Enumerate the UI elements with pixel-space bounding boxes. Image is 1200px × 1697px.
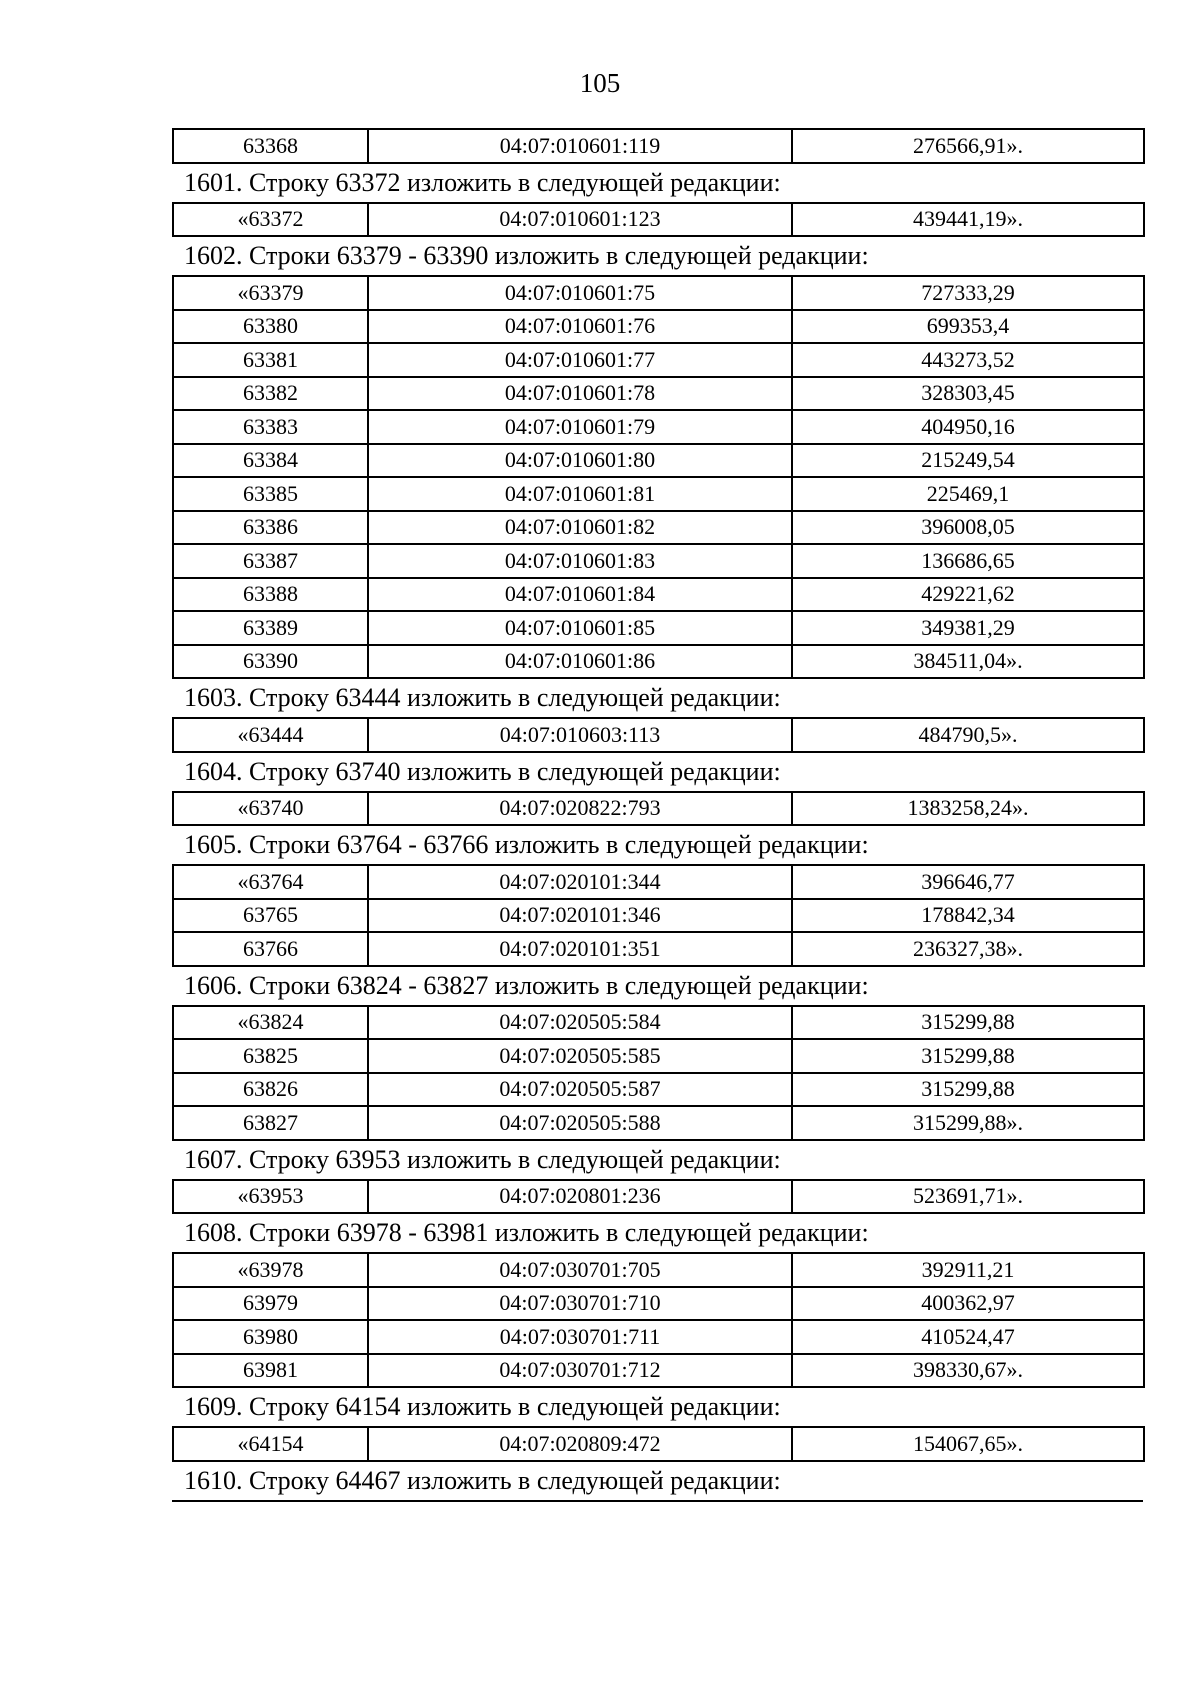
table-row <box>173 1287 1144 1321</box>
cadastral-value-cell: 315299,88». <box>792 1106 1144 1140</box>
amendment-table <box>172 202 1145 238</box>
cadastral-value-cell: 404950,16 <box>792 410 1144 444</box>
table-row <box>173 477 1144 511</box>
row-number-cell: «63740 <box>173 792 368 826</box>
table-row <box>173 410 1144 444</box>
amendment-heading: 1610. Строку 64467 изложить в следующей редакции: <box>172 1462 1143 1502</box>
row-number-cell: «64154 <box>173 1427 368 1461</box>
row-number-cell: 63979 <box>173 1287 368 1321</box>
cadastral-value-cell: 400362,97 <box>792 1287 1144 1321</box>
cadastral-number-cell: 04:07:010601:77 <box>368 343 792 377</box>
cadastral-number-cell: 04:07:020101:346 <box>368 899 792 933</box>
cadastral-value-cell: 178842,34 <box>792 899 1144 933</box>
amendment-heading: 1606. Строки 63824 - 63827 изложить в следующей редакции: <box>184 970 869 1000</box>
row-number-cell: 63826 <box>173 1073 368 1107</box>
cadastral-number-cell: 04:07:020505:587 <box>368 1073 792 1107</box>
amendment-heading: 1603. Строку 63444 изложить в следующей редакции: <box>184 683 781 712</box>
amendment-heading: 1608. Строки 63978 - 63981 изложить в следующей редакции: <box>184 1218 869 1247</box>
amendment-table <box>172 1179 1145 1215</box>
row-number-cell: 63381 <box>173 343 368 377</box>
row-number-cell: 63387 <box>173 544 368 578</box>
amendment-heading: 1604. Строку 63740 изложить в следующей редакции: <box>184 756 781 786</box>
cadastral-number-cell: 04:07:030701:710 <box>368 1287 792 1321</box>
cadastral-number-cell: 04:07:010601:81 <box>368 477 792 511</box>
document-body <box>172 128 1143 1502</box>
table-row <box>173 203 1144 237</box>
table-row <box>173 544 1144 578</box>
row-number-cell: 63980 <box>173 1320 368 1354</box>
row-number-cell: 63765 <box>173 899 368 933</box>
row-number-cell: «63978 <box>173 1253 368 1287</box>
cadastral-value-cell: 396646,77 <box>792 865 1144 899</box>
cadastral-value-cell: 315299,88 <box>792 1006 1144 1040</box>
amendment-table <box>172 791 1145 827</box>
row-number-cell: «63824 <box>173 1006 368 1040</box>
cadastral-value-cell: 154067,65». <box>792 1427 1144 1461</box>
cadastral-number-cell: 04:07:010603:113 <box>368 718 792 752</box>
table-row <box>173 377 1144 411</box>
cadastral-value-cell: 523691,71». <box>792 1180 1144 1214</box>
row-number-cell: 63383 <box>173 410 368 444</box>
cadastral-value-cell: 315299,88 <box>792 1039 1144 1073</box>
cadastral-number-cell: 04:07:010601:123 <box>368 203 792 237</box>
row-number-cell: 63390 <box>173 645 368 679</box>
cadastral-number-cell: 04:07:020822:793 <box>368 792 792 826</box>
cadastral-number-cell: 04:07:010601:78 <box>368 377 792 411</box>
cadastral-number-cell: 04:07:020101:351 <box>368 932 792 966</box>
table-row <box>173 129 1144 163</box>
cadastral-value-cell: 236327,38». <box>792 932 1144 966</box>
cadastral-value-cell: 439441,19». <box>792 203 1144 237</box>
row-number-cell: 63981 <box>173 1354 368 1388</box>
row-number-cell: «63444 <box>173 718 368 752</box>
row-number-cell: «63764 <box>173 865 368 899</box>
cadastral-value-cell: 384511,04». <box>792 645 1144 679</box>
cadastral-number-cell: 04:07:010601:86 <box>368 645 792 679</box>
cadastral-number-cell: 04:07:010601:80 <box>368 444 792 478</box>
amendment-table <box>172 275 1145 679</box>
table-row <box>173 578 1144 612</box>
cadastral-number-cell: 04:07:020505:588 <box>368 1106 792 1140</box>
amendment-heading: 1602. Строки 63379 - 63390 изложить в следующей редакции: <box>184 241 869 270</box>
cadastral-value-cell: 443273,52 <box>792 343 1144 377</box>
table-row <box>173 1039 1144 1073</box>
row-number-cell: 63380 <box>173 310 368 344</box>
row-number-cell: «63953 <box>173 1180 368 1214</box>
table-row <box>173 932 1144 966</box>
cadastral-value-cell: 484790,5». <box>792 718 1144 752</box>
cadastral-number-cell: 04:07:030701:711 <box>368 1320 792 1354</box>
cadastral-value-cell: 215249,54 <box>792 444 1144 478</box>
cadastral-value-cell: 392911,21 <box>792 1253 1144 1287</box>
cadastral-number-cell: 04:07:010601:75 <box>368 276 792 310</box>
row-number-cell: 63385 <box>173 477 368 511</box>
table-row <box>173 899 1144 933</box>
cadastral-number-cell: 04:07:010601:119 <box>368 129 792 163</box>
amendment-table <box>172 1005 1145 1141</box>
table-row <box>173 718 1144 752</box>
cadastral-value-cell: 429221,62 <box>792 578 1144 612</box>
cadastral-value-cell: 396008,05 <box>792 511 1144 545</box>
table-row <box>173 444 1144 478</box>
cadastral-value-cell: 315299,88 <box>792 1073 1144 1107</box>
cadastral-number-cell: 04:07:010601:85 <box>368 611 792 645</box>
table-row <box>173 1073 1144 1107</box>
cadastral-value-cell: 328303,45 <box>792 377 1144 411</box>
table-row <box>173 276 1144 310</box>
table-row <box>173 1006 1144 1040</box>
cadastral-number-cell: 04:07:030701:712 <box>368 1354 792 1388</box>
amendment-heading: 1609. Строку 64154 изложить в следующей редакции: <box>184 1392 781 1421</box>
row-number-cell: 63388 <box>173 578 368 612</box>
cadastral-value-cell: 410524,47 <box>792 1320 1144 1354</box>
cadastral-number-cell: 04:07:020809:472 <box>368 1427 792 1461</box>
amendment-table <box>172 128 1145 164</box>
cadastral-number-cell: 04:07:020101:344 <box>368 865 792 899</box>
page-number: 105 <box>579 68 621 98</box>
cadastral-value-cell: 1383258,24». <box>792 792 1144 826</box>
amendment-table <box>172 1426 1145 1462</box>
cadastral-value-cell: 225469,1 <box>792 477 1144 511</box>
row-number-cell: 63766 <box>173 932 368 966</box>
cadastral-value-cell: 349381,29 <box>792 611 1144 645</box>
amendment-table <box>172 864 1145 967</box>
cadastral-number-cell: 04:07:020505:584 <box>368 1006 792 1040</box>
cadastral-value-cell: 699353,4 <box>792 310 1144 344</box>
amendment-heading: 1605. Строки 63764 - 63766 изложить в следующей редакции: <box>184 830 869 859</box>
row-number-cell: 63382 <box>173 377 368 411</box>
table-row <box>173 1427 1144 1461</box>
table-row <box>173 310 1144 344</box>
cadastral-number-cell: 04:07:010601:79 <box>368 410 792 444</box>
amendment-table <box>172 717 1145 753</box>
amendment-table <box>172 1252 1145 1388</box>
cadastral-number-cell: 04:07:030701:705 <box>368 1253 792 1287</box>
table-row <box>173 792 1144 826</box>
table-row <box>173 511 1144 545</box>
table-row <box>173 645 1144 679</box>
cadastral-number-cell: 04:07:020505:585 <box>368 1039 792 1073</box>
row-number-cell: 63368 <box>173 129 368 163</box>
amendment-heading: 1607. Строку 63953 изложить в следующей редакции: <box>184 1144 781 1174</box>
row-number-cell: 63384 <box>173 444 368 478</box>
table-row <box>173 1106 1144 1140</box>
row-number-cell: 63389 <box>173 611 368 645</box>
table-row <box>173 1180 1144 1214</box>
row-number-cell: «63372 <box>173 203 368 237</box>
row-number-cell: «63379 <box>173 276 368 310</box>
cadastral-number-cell: 04:07:020801:236 <box>368 1180 792 1214</box>
row-number-cell: 63827 <box>173 1106 368 1140</box>
table-row <box>173 343 1144 377</box>
cadastral-value-cell: 727333,29 <box>792 276 1144 310</box>
row-number-cell: 63386 <box>173 511 368 545</box>
cadastral-value-cell: 276566,91». <box>792 129 1144 163</box>
table-row <box>173 1320 1144 1354</box>
table-row <box>173 865 1144 899</box>
cadastral-value-cell: 136686,65 <box>792 544 1144 578</box>
table-row <box>173 611 1144 645</box>
cadastral-number-cell: 04:07:010601:76 <box>368 310 792 344</box>
table-row <box>173 1253 1144 1287</box>
cadastral-number-cell: 04:07:010601:83 <box>368 544 792 578</box>
cadastral-number-cell: 04:07:010601:84 <box>368 578 792 612</box>
table-row <box>173 1354 1144 1388</box>
cadastral-value-cell: 398330,67». <box>792 1354 1144 1388</box>
row-number-cell: 63825 <box>173 1039 368 1073</box>
amendment-heading: 1601. Строку 63372 изложить в следующей редакции: <box>184 167 781 197</box>
cadastral-number-cell: 04:07:010601:82 <box>368 511 792 545</box>
